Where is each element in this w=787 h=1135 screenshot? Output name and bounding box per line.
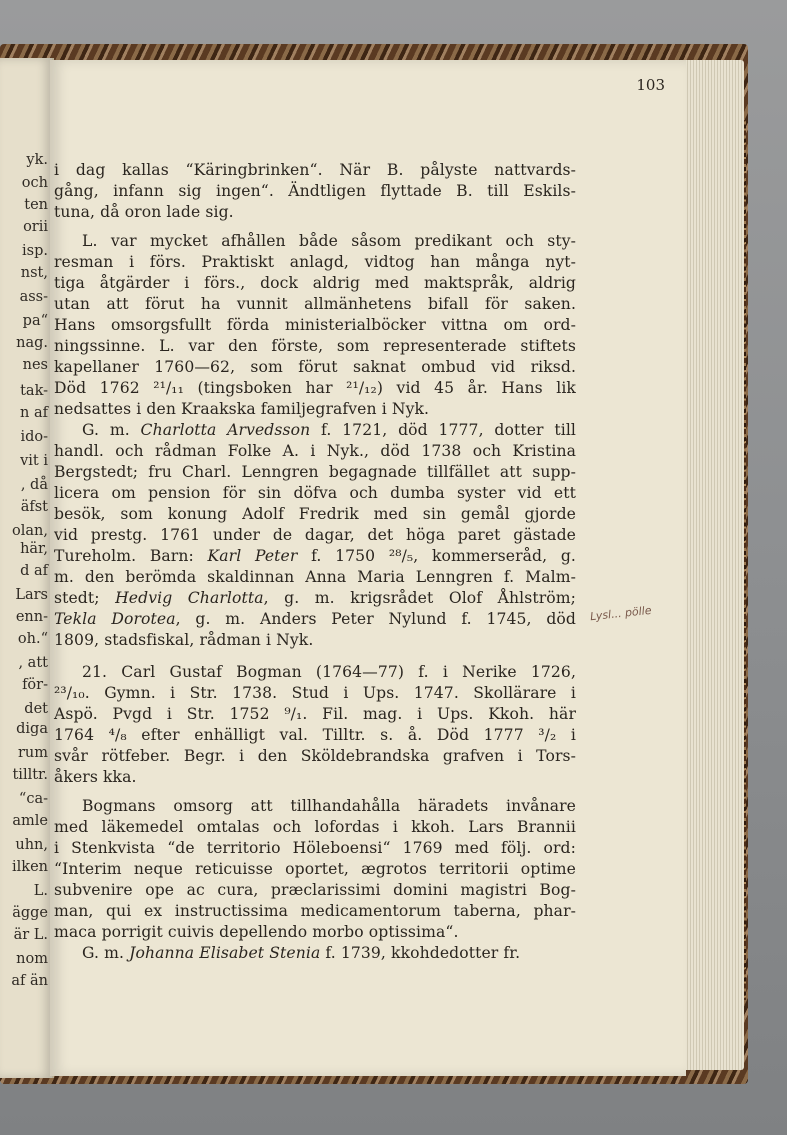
left-page-text-fragment: yk. xyxy=(26,152,48,168)
left-page-text-fragment: L. xyxy=(33,883,48,899)
body-text-line: i dag kallas “Käringbrinken“. När B. pålyste nattvards- xyxy=(54,161,576,179)
left-page-text-fragment: af än xyxy=(11,973,48,989)
body-text-line: i Stenkvista “de territorio Höleboensi“ 1769 med följ. ord: xyxy=(54,839,576,857)
body-text-line: handl. och rådman Folke A. i Nyk., död 1738 och Kristina xyxy=(54,442,576,460)
left-page-text-fragment: uhn, xyxy=(15,837,48,853)
left-page-text-fragment: , då xyxy=(20,477,48,493)
left-page-text-fragment: oh.“ xyxy=(17,631,48,647)
left-page-text-fragment: enn- xyxy=(15,609,48,625)
body-text-line: Tekla Dorotea, g. m. Anders Peter Nylund f. 1745, död xyxy=(54,610,576,628)
body-text-line: Hans omsorgsfullt förda ministerialböcker vittna om ord- xyxy=(54,316,576,334)
body-text-line: vid prestg. 1761 under de dagar, det höga paret gästade xyxy=(54,526,576,544)
left-page-text-fragment: tilltr. xyxy=(12,767,48,783)
left-page-text-fragment: nst, xyxy=(20,265,48,281)
body-text-line: Bergstedt; fru Charl. Lenngren begagnade tillfället att supp- xyxy=(54,463,576,481)
left-page-text-fragment: rum xyxy=(17,745,48,761)
left-page-text-fragment: olan, xyxy=(12,523,48,539)
body-text-line: 1809, stadsfiskal, rådman i Nyk. xyxy=(54,631,314,649)
body-text-line: man, qui ex instructissima medicamentorum taberna, phar- xyxy=(54,902,576,920)
body-text-line: Tureholm. Barn: Karl Peter f. 1750 ²⁸/₅, kommerseråd, g. xyxy=(54,547,576,565)
left-page-text-fragment: d af xyxy=(20,563,48,579)
left-page-text-fragment: här, xyxy=(20,541,48,557)
body-text-line: 21. Carl Gustaf Bogman (1764—77) f. i Nerike 1726, xyxy=(82,663,576,681)
left-page xyxy=(0,58,54,1078)
body-text-line: maca porrigit cuivis depellendo morbo optissima“. xyxy=(54,923,459,941)
body-text-line: åkers kka. xyxy=(54,768,137,786)
left-page-text-fragment: för- xyxy=(22,677,48,693)
left-page-text-fragment: och xyxy=(21,175,48,191)
body-text-line: ²³/₁₀. Gymn. i Str. 1738. Stud i Ups. 1747. Skollärare i xyxy=(54,684,576,702)
body-text-line: G. m. Charlotta Arvedsson f. 1721, död 1777, dotter till xyxy=(82,421,576,439)
left-page-text-fragment: nom xyxy=(16,951,48,967)
body-text-line: G. m. Johanna Elisabet Stenia f. 1739, kkohdedotter fr. xyxy=(82,944,521,962)
left-page-text-fragment: ägge xyxy=(12,905,48,921)
body-text-line: kapellaner 1760—62, som förut saknat ombud vid riksd. xyxy=(54,358,576,376)
body-text-line: Död 1762 ²¹/₁₁ (tingsboken har ²¹/₁₂) vid 45 år. Hans lik xyxy=(54,379,576,397)
body-text-line: svår rötfeber. Begr. i den Sköldebrandska grafven i Tors- xyxy=(54,747,576,765)
left-page-text-fragment: ten xyxy=(24,197,48,213)
body-text-line: m. den berömda skaldinnan Anna Maria Lenngren f. Malm- xyxy=(54,568,576,586)
body-text-line: L. var mycket afhållen både såsom predikant och sty- xyxy=(82,232,576,250)
body-text-line: utan att förut ha vunnit allmänhetens bifall för saken. xyxy=(54,295,576,313)
left-page-text-fragment: ass- xyxy=(19,289,48,305)
body-text-line: stedt; Hedvig Charlotta, g. m. krigsrådet Olof Åhlström; xyxy=(54,589,576,607)
body-text-line: tuna, då oron lade sig. xyxy=(54,203,234,221)
left-page-text-fragment: diga xyxy=(16,721,48,737)
body-text-line: gång, infann sig ingen“. Ändtligen flyttade B. till Eskils- xyxy=(54,182,576,200)
left-page-text-fragment: Lars xyxy=(15,587,48,603)
left-page-text-fragment: orii xyxy=(23,219,48,235)
body-text-line: med läkemedel omtalas och lofordas i kkoh. Lars Brannii xyxy=(54,818,576,836)
body-text-line: Bogmans omsorg att tillhandahålla häradets invånare xyxy=(82,797,576,815)
left-page-text-fragment: , att xyxy=(18,655,48,671)
body-text-line: “Interim neque reticuisse oportet, ægrotos territorii optime xyxy=(54,860,576,878)
body-text-line: tiga åtgärder i förs., dock aldrig med maktspråk, aldrig xyxy=(54,274,576,292)
left-page-text-fragment: nes xyxy=(22,357,48,373)
left-page-text-fragment: ido- xyxy=(20,429,48,445)
body-text-line: resman i förs. Praktiskt anlagd, vidtog han många nyt- xyxy=(54,253,576,271)
left-page-text-fragment: vit i xyxy=(20,453,48,469)
handwritten-annotation: Lysl... pölle xyxy=(589,603,653,624)
page-edges xyxy=(682,60,744,1070)
left-page-text-fragment: nag. xyxy=(16,335,48,351)
left-page-text-fragment: tak- xyxy=(20,383,48,399)
left-page-text-fragment: “ca- xyxy=(18,791,48,807)
body-text-line: besök, som konung Adolf Fredrik med sin gemål gjorde xyxy=(54,505,576,523)
left-page-text-fragment: amle xyxy=(12,813,48,829)
page-number: 103 xyxy=(636,76,665,94)
body-text-line: licera om pension för sin döfva och dumba syster vid ett xyxy=(54,484,576,502)
body-text-line: ningssinne. L. var den förste, som representerade stiftets xyxy=(54,337,576,355)
body-text-line: 1764 ⁴/₈ efter enhälligt val. Tilltr. s. å. Död 1777 ³/₂ i xyxy=(54,726,576,744)
left-page-text-fragment: ilken xyxy=(12,859,48,875)
body-text-line: subvenire ope ac cura, præclarissimi domini magistri Bog- xyxy=(54,881,576,899)
body-text-line: Aspö. Pvgd i Str. 1752 ⁹/₁. Fil. mag. i Ups. Kkoh. här xyxy=(54,705,576,723)
left-page-text-fragment: n af xyxy=(20,405,48,421)
left-page-text-fragment: äfst xyxy=(20,499,48,515)
left-page-text-fragment: det xyxy=(24,701,48,717)
left-page-text-fragment: är L. xyxy=(13,927,48,943)
left-page-text-fragment: isp. xyxy=(22,243,48,259)
body-text-line: nedsattes i den Kraakska familjegrafven i Nyk. xyxy=(54,400,430,418)
left-page-text-fragment: pa“ xyxy=(22,313,48,329)
